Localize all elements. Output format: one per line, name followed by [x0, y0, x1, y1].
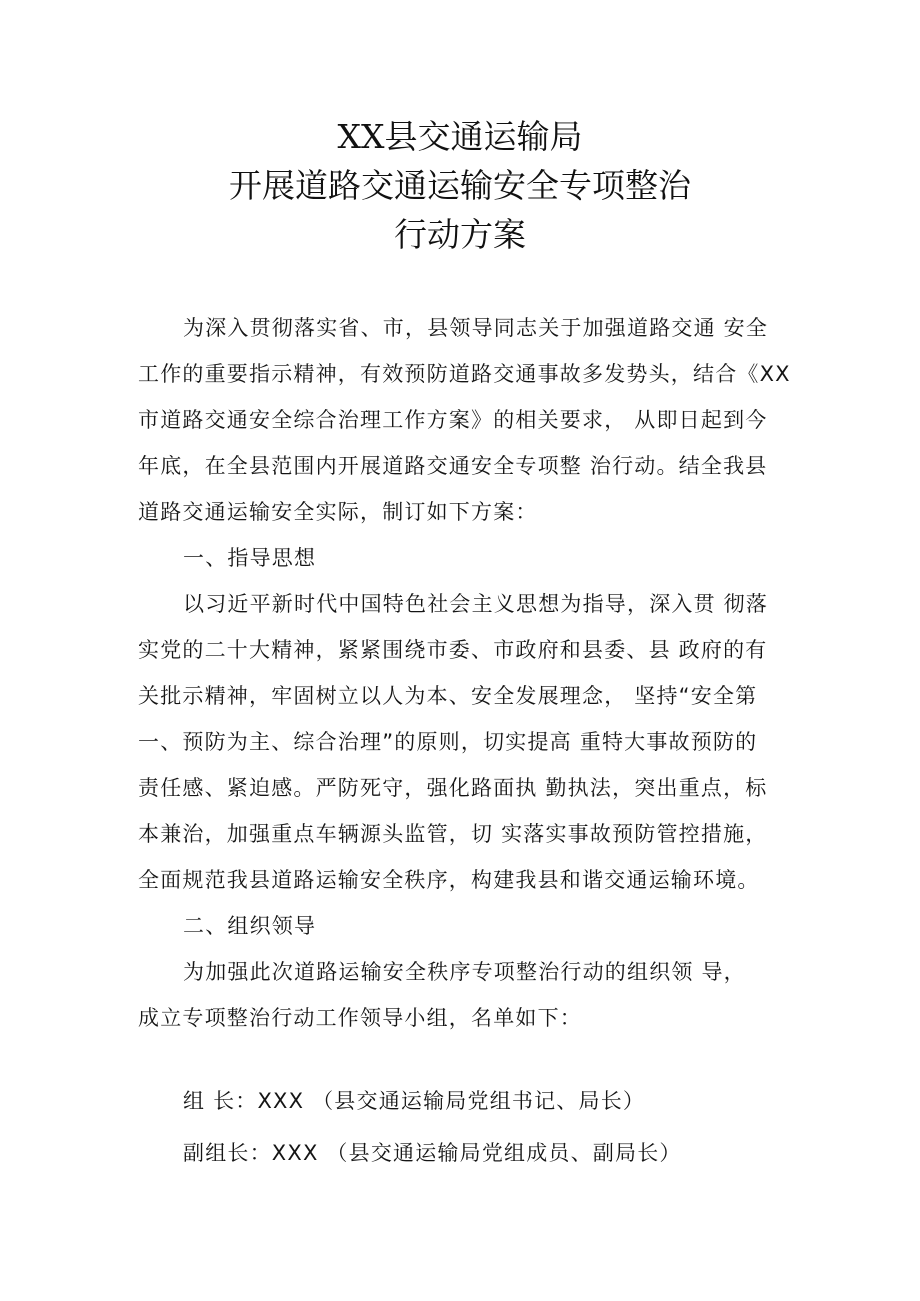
intro-line-5: 道路交通运输安全实际，制订如下方案： — [138, 500, 538, 524]
section1-line-1: 以习近平新时代中国特色社会主义思想为指导，深入贯 彻落 — [183, 592, 769, 616]
section2-line-2: 成立专项整治行动工作领导小组，名单如下： — [138, 1006, 582, 1030]
intro-line-2: 工作的重要指示精神，有效预防道路交通事故多发势头，结合《XX — [138, 362, 791, 386]
intro-line-1: 为深入贯彻落实省、市，县领导同志关于加强道路交通 安全 — [183, 316, 769, 340]
member-deputy-leader: 副组长：XXX （县交通运输局党组成员、副局长） — [183, 1141, 682, 1165]
section1-heading: 一、指导思想 — [183, 546, 317, 570]
member-list — [138, 1075, 798, 1179]
section1-line-6: 本兼治，加强重点车辆源头监管，切 实落实事故预防管控措施， — [138, 822, 768, 846]
section1-line-4: 一、预防为主、综合治理”的原则，切实提高 重特大事故预防的 — [138, 730, 758, 754]
title-line-2: 开展道路交通运输安全专项整治 — [229, 166, 691, 205]
member-leader: 组 长：XXX （县交通运输局党组书记、局长） — [183, 1089, 646, 1113]
section1-line-5: 责任感、紧迫感。严防死守，强化路面执 勤执法，突出重点，标 — [138, 776, 768, 800]
section2-line-1: 为加强此次道路运输安全秩序专项整治行动的组织领 导， — [183, 960, 746, 984]
section1-line-7: 全面规范我县道路运输安全秩序，构建我县和谐交通运输环境。 — [138, 868, 760, 892]
section2-heading: 二、组织领导 — [183, 914, 317, 938]
title-line-1: XX县交通运输局 — [337, 117, 583, 156]
title-line-3: 行动方案 — [394, 215, 526, 254]
document-title — [0, 112, 920, 259]
intro-line-3: 市道路交通安全综合治理工作方案》的相关要求， 从即日起到今 — [138, 408, 768, 432]
section1-line-3: 关批示精神，牢固树立以人为本、安全发展理念， 坚持“安全第 — [138, 684, 758, 708]
document-body — [138, 305, 798, 1041]
section1-line-2: 实党的二十大精神，紧紧围绕市委、市政府和县委、县 政府的有 — [138, 638, 768, 662]
intro-line-4: 年底，在全县范围内开展道路交通安全专项整 治行动。结全我县 — [138, 454, 768, 478]
